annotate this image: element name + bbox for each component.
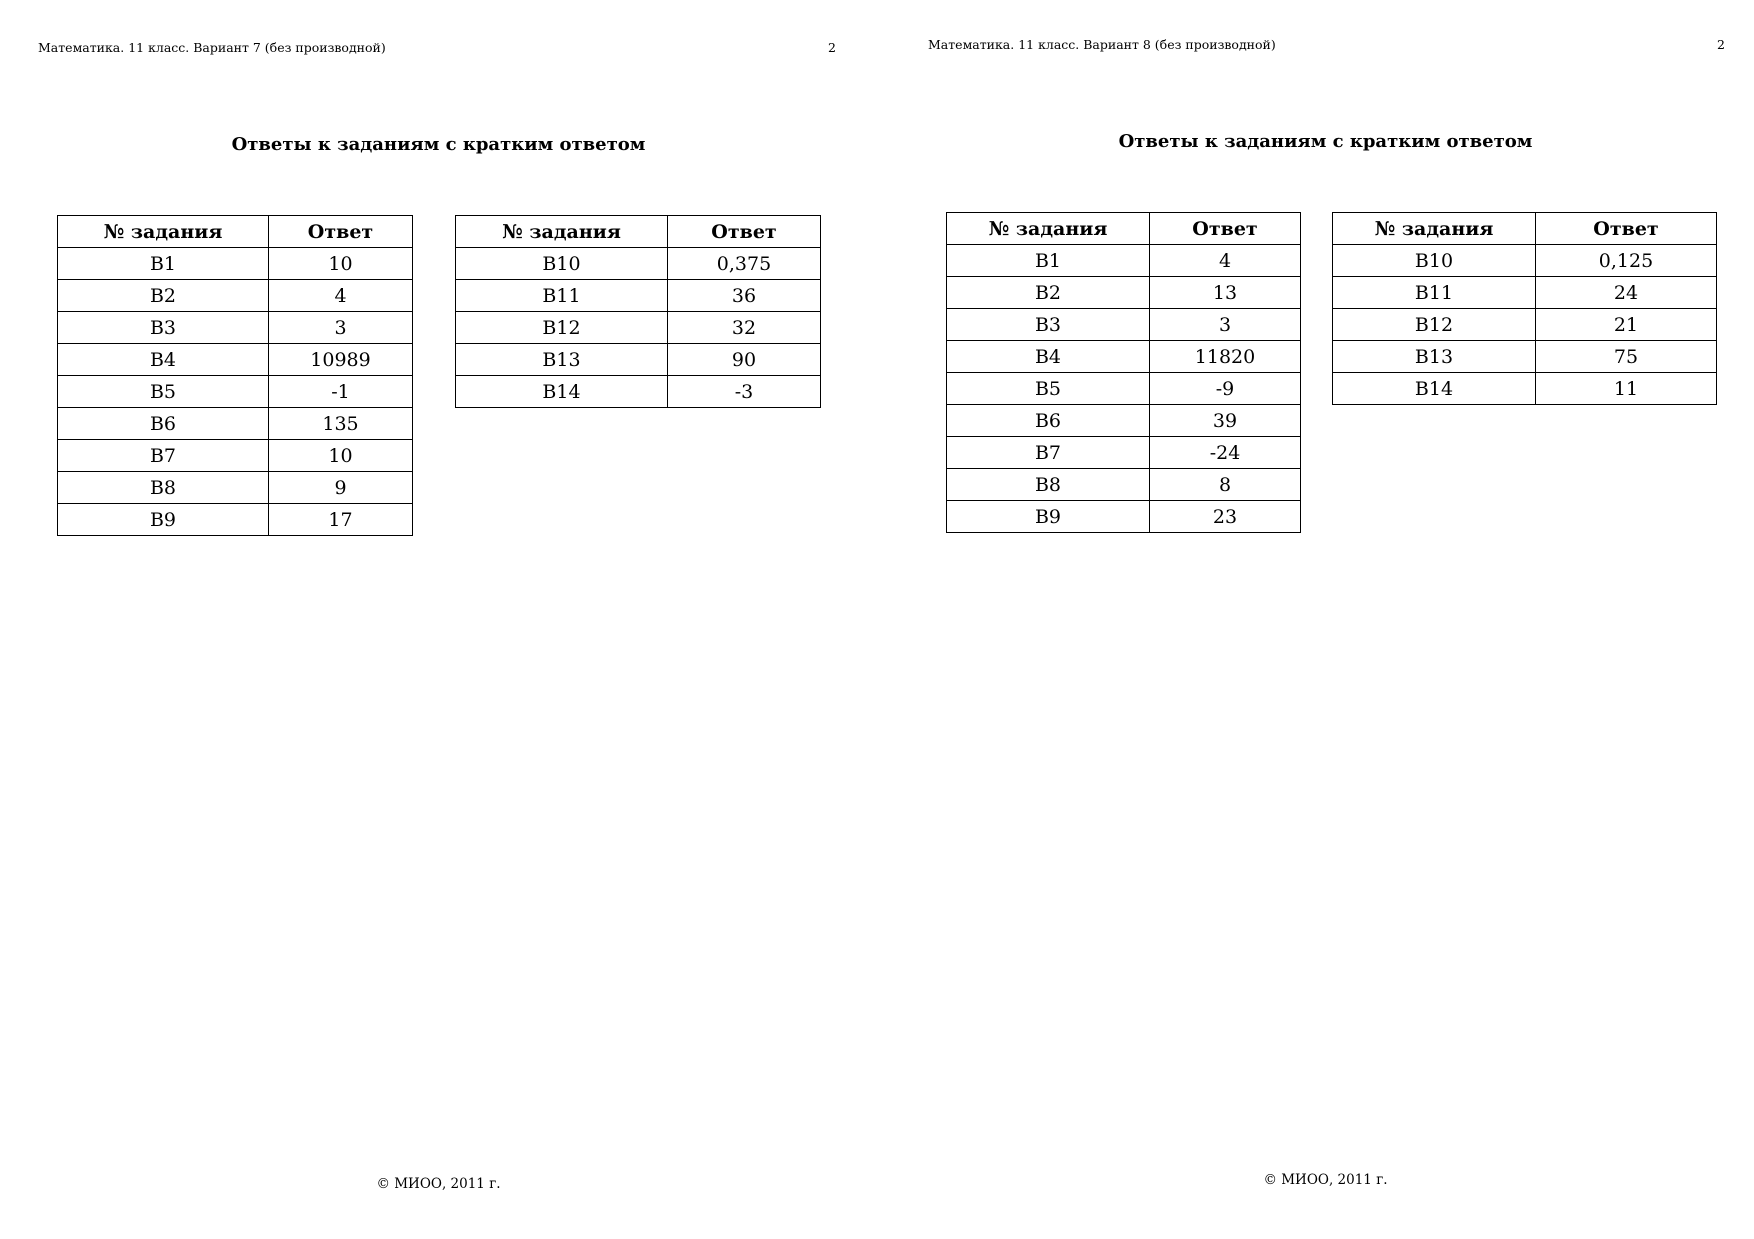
table-header-row xyxy=(1333,213,1717,245)
page-footer: © МИОО, 2011 г. xyxy=(1263,1172,1388,1188)
task-cell: B7 xyxy=(947,437,1150,469)
answer-cell: 0,125 xyxy=(1536,245,1717,277)
column-header-task: № задания xyxy=(947,213,1150,245)
table-row xyxy=(58,280,413,312)
answer-cell: 23 xyxy=(1150,501,1301,533)
answer-cell: 90 xyxy=(668,344,821,376)
answer-cell: 24 xyxy=(1536,277,1717,309)
task-cell: B2 xyxy=(58,280,269,312)
task-cell: B8 xyxy=(947,469,1150,501)
table-row xyxy=(456,376,821,408)
section-title: Ответы к заданиям с кратким ответом xyxy=(1118,131,1533,152)
task-cell: B5 xyxy=(58,376,269,408)
task-cell: B8 xyxy=(58,472,269,504)
column-header-answer: Ответ xyxy=(1150,213,1301,245)
page-header: Математика. 11 класс. Вариант 8 (без производной) xyxy=(928,37,1276,52)
answer-cell: 4 xyxy=(1150,245,1301,277)
table-row xyxy=(58,472,413,504)
column-header-task: № задания xyxy=(456,216,668,248)
table-row xyxy=(1333,309,1717,341)
answer-cell: 36 xyxy=(668,280,821,312)
answers-table-2 xyxy=(1332,212,1717,405)
table-header-row xyxy=(58,216,413,248)
answer-cell: 13 xyxy=(1150,277,1301,309)
table-row xyxy=(58,248,413,280)
answer-cell: 4 xyxy=(269,280,413,312)
task-cell: B10 xyxy=(1333,245,1536,277)
answer-cell: 3 xyxy=(269,312,413,344)
table-row xyxy=(947,245,1301,277)
task-cell: B6 xyxy=(58,408,269,440)
table-header-row xyxy=(456,216,821,248)
page-number: 2 xyxy=(828,40,836,55)
task-cell: B3 xyxy=(58,312,269,344)
answer-cell: 32 xyxy=(668,312,821,344)
table-row xyxy=(947,469,1301,501)
column-header-answer: Ответ xyxy=(269,216,413,248)
column-header-task: № задания xyxy=(1333,213,1536,245)
task-cell: B4 xyxy=(947,341,1150,373)
task-cell: B10 xyxy=(456,248,668,280)
task-cell: B11 xyxy=(456,280,668,312)
task-cell: B11 xyxy=(1333,277,1536,309)
task-cell: B6 xyxy=(947,405,1150,437)
table-row xyxy=(58,312,413,344)
answer-cell: -1 xyxy=(269,376,413,408)
table-row xyxy=(456,344,821,376)
answer-cell: -24 xyxy=(1150,437,1301,469)
column-header-answer: Ответ xyxy=(668,216,821,248)
answer-cell: 135 xyxy=(269,408,413,440)
table-row xyxy=(58,344,413,376)
table-row xyxy=(1333,245,1717,277)
table-row xyxy=(947,373,1301,405)
answer-cell: 39 xyxy=(1150,405,1301,437)
answer-cell: 21 xyxy=(1536,309,1717,341)
table-row xyxy=(456,280,821,312)
table-row xyxy=(456,248,821,280)
task-cell: B4 xyxy=(58,344,269,376)
task-cell: B14 xyxy=(456,376,668,408)
answer-cell: -3 xyxy=(668,376,821,408)
table-header-row xyxy=(947,213,1301,245)
answers-table-1 xyxy=(946,212,1301,533)
table-row xyxy=(947,437,1301,469)
table-row xyxy=(947,405,1301,437)
table-row xyxy=(58,504,413,536)
answers-table-1 xyxy=(57,215,413,536)
task-cell: B7 xyxy=(58,440,269,472)
task-cell: B9 xyxy=(947,501,1150,533)
table-row xyxy=(1333,277,1717,309)
answer-cell: 75 xyxy=(1536,341,1717,373)
task-cell: B12 xyxy=(456,312,668,344)
page-header: Математика. 11 класс. Вариант 7 (без производной) xyxy=(38,40,386,55)
table-row xyxy=(947,341,1301,373)
page-number: 2 xyxy=(1717,37,1725,52)
table-row xyxy=(58,408,413,440)
task-cell: B1 xyxy=(58,248,269,280)
table-row xyxy=(1333,373,1717,405)
column-header-task: № задания xyxy=(58,216,269,248)
table-row xyxy=(947,309,1301,341)
task-cell: B3 xyxy=(947,309,1150,341)
answer-cell: 3 xyxy=(1150,309,1301,341)
answer-cell: 9 xyxy=(269,472,413,504)
task-cell: B1 xyxy=(947,245,1150,277)
answers-table-2 xyxy=(455,215,821,408)
table-row xyxy=(947,501,1301,533)
answer-cell: 11820 xyxy=(1150,341,1301,373)
answer-cell: -9 xyxy=(1150,373,1301,405)
task-cell: B13 xyxy=(1333,341,1536,373)
table-row xyxy=(456,312,821,344)
table-row xyxy=(1333,341,1717,373)
answer-cell: 10989 xyxy=(269,344,413,376)
answer-cell: 11 xyxy=(1536,373,1717,405)
task-cell: B9 xyxy=(58,504,269,536)
answer-cell: 0,375 xyxy=(668,248,821,280)
answer-cell: 17 xyxy=(269,504,413,536)
answer-cell: 8 xyxy=(1150,469,1301,501)
page-footer: © МИОО, 2011 г. xyxy=(376,1176,501,1192)
task-cell: B12 xyxy=(1333,309,1536,341)
page-variant-8 xyxy=(877,0,1754,1239)
answer-cell: 10 xyxy=(269,440,413,472)
column-header-answer: Ответ xyxy=(1536,213,1717,245)
task-cell: B5 xyxy=(947,373,1150,405)
task-cell: B2 xyxy=(947,277,1150,309)
section-title: Ответы к заданиям с кратким ответом xyxy=(231,134,646,155)
task-cell: B14 xyxy=(1333,373,1536,405)
table-row xyxy=(947,277,1301,309)
task-cell: B13 xyxy=(456,344,668,376)
table-row xyxy=(58,440,413,472)
table-row xyxy=(58,376,413,408)
answer-cell: 10 xyxy=(269,248,413,280)
